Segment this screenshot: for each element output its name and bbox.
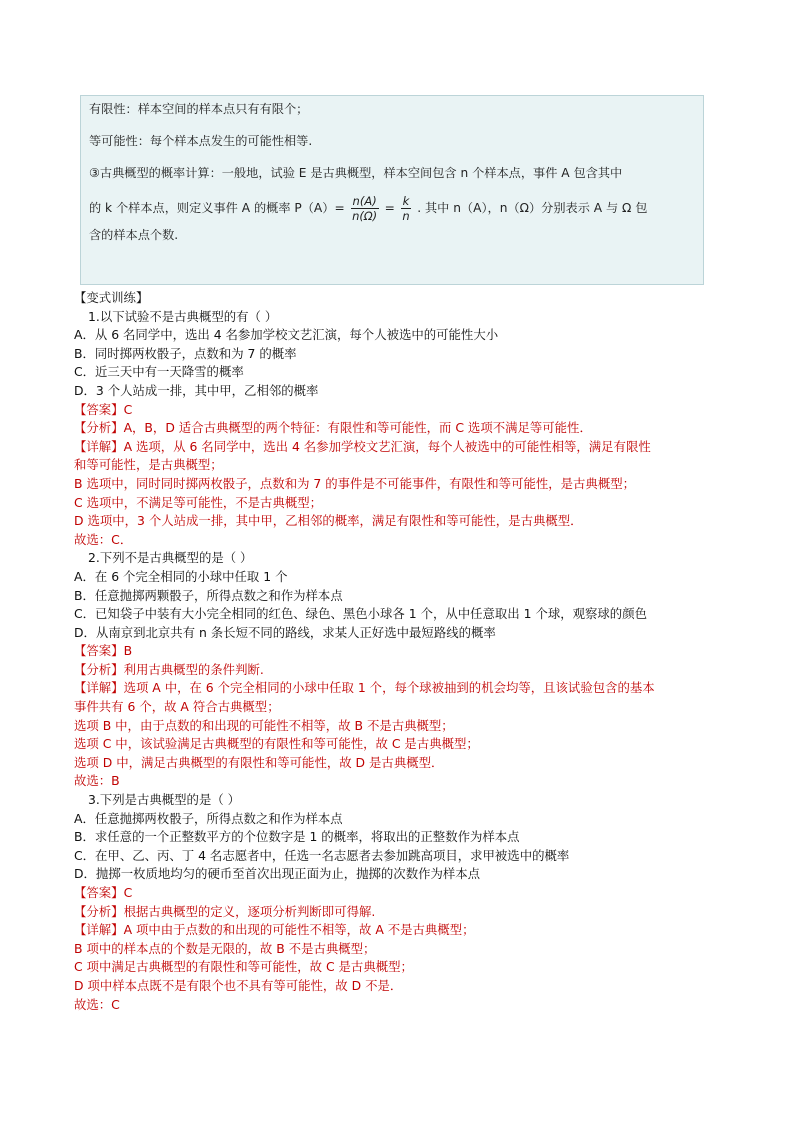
fraction-denominator: n <box>402 209 410 223</box>
analysis-tag: 【分析】 <box>74 661 124 677</box>
fraction-numerator: n(A) <box>352 194 377 208</box>
formula-suffix: . 其中 n（A），n（Ω）分别表示 A 与 Ω 包 <box>417 201 648 215</box>
q1-option-d: D．3 个人站成一排，其中甲，乙相邻的概率 <box>74 382 319 398</box>
answer-tag: 【答案】 <box>74 401 124 417</box>
q2-stem: 2.下列不是古典概型的是（ ） <box>88 550 253 566</box>
q1-option-b: B．同时掷两枚骰子，点数和为 7 的概率 <box>74 345 297 361</box>
analysis-text: 利用古典概型的条件判断. <box>123 661 264 677</box>
q3-detail-3: C 项中满足古典概型的有限性和等可能性，故 C 是古典概型； <box>74 959 413 975</box>
q1-analysis <box>74 419 734 438</box>
q2-detail-1 <box>74 679 734 698</box>
analysis-tag: 【分析】 <box>74 420 124 436</box>
q1-detail-3: B 选项中，同时同时掷两枚骰子，点数和为 7 的事件是不可能事件，有限性和等可能性，是古典概型； <box>74 475 635 491</box>
fraction-k-n <box>401 194 412 223</box>
answer-value: C <box>123 401 133 417</box>
q2-option-c: C．已知袋子中装有大小完全相同的红色、绿色、黑色小球各 1 个，从中任意取出 1 个球，观察球的颜色 <box>74 606 647 622</box>
q2-detail-2: 事件共有 6 个，故 A 符合古典概型； <box>74 699 280 715</box>
section-title: 【变式训练】 <box>74 290 149 305</box>
analysis-tag: 【分析】 <box>74 903 124 919</box>
q2-detail-3: 选项 B 中，由于点数的和出现的可能性不相等，故 B 不是古典概型； <box>74 717 454 733</box>
box-line-equal-likelihood: 等可能性：每个样本点发生的可能性相等. <box>89 134 313 148</box>
q3-option-d: D．抛掷一枚质地均匀的硬币至首次出现正面为止，抛掷的次数作为样本点 <box>74 866 481 882</box>
formula-prefix: 的 k 个样本点，则定义事件 A 的概率 P（A）= <box>89 201 345 215</box>
answer-tag: 【答案】 <box>74 643 124 659</box>
q3-analysis <box>74 903 734 922</box>
q2-conclusion: 故选：B <box>74 773 120 789</box>
q1-detail-5: D 选项中，3 个人站成一排，其中甲，乙相邻的概率，满足有限性和等可能性，是古典概型． <box>74 513 583 529</box>
detail-text: A 选项，从 6 名同学中，选出 4 名参加学校文艺汇演，每个人被选中的可能性相等，满足有限性 <box>123 438 651 454</box>
box-line-finiteness: 有限性：样本空间的样本点只有有限个； <box>89 102 309 116</box>
q1-option-c: C．近三天中有一天降雪的概率 <box>74 364 244 380</box>
q3-stem: 3.下列是古典概型的是（ ） <box>88 792 241 808</box>
q1-stem: 1.以下试验不是古典概型的有（ ） <box>88 308 278 324</box>
q1-detail-4: C 选项中，不满足等可能性，不是古典概型； <box>74 494 323 510</box>
detail-tag: 【详解】 <box>74 680 124 696</box>
q2-detail-5: 选项 D 中，满足古典概型的有限性和等可能性，故 D 是古典概型． <box>74 754 444 770</box>
q1-detail-1 <box>74 438 734 457</box>
q2-analysis <box>74 661 734 680</box>
q1-conclusion: 故选：C． <box>74 531 133 547</box>
q3-option-c: C．在甲、乙、丙、丁 4 名志愿者中，任选一名志愿者去参加跳高项目，求甲被选中的概率 <box>74 847 570 863</box>
exercise-content <box>74 289 734 1014</box>
q2-option-b: B．任意抛掷两颗骰子，所得点数之和作为样本点 <box>74 587 343 603</box>
q3-conclusion: 故选：C <box>74 996 120 1012</box>
q1-detail-2: 和等可能性，是古典概型； <box>74 457 223 473</box>
q2-option-d: D．从南京到北京共有 n 条长短不同的路线，求某人正好选中最短路线的概率 <box>74 624 496 640</box>
q3-detail-4: D 项中样本点既不是有限个也不具有等可能性，故 D 不是． <box>74 977 403 993</box>
q2-option-a: A．在 6 个完全相同的小球中任取 1 个 <box>74 568 288 584</box>
q3-detail-2: B 项中的样本点的个数是无限的，故 B 不是古典概型； <box>74 940 376 956</box>
q2-answer <box>74 642 734 661</box>
detail-text: 选项 A 中，在 6 个完全相同的小球中任取 1 个，每个球被抽到的机会均等，且该试验包含的基本 <box>123 680 655 696</box>
q3-detail-1 <box>74 921 734 940</box>
q3-option-b: B．求任意的一个正整数平方的个位数字是 1 的概率，将取出的正整数作为样本点 <box>74 829 520 845</box>
detail-tag: 【详解】 <box>74 438 124 454</box>
box-line-probability-formula <box>89 194 647 223</box>
knowledge-box <box>80 95 704 285</box>
q1-answer <box>74 401 734 420</box>
box-line-probability-intro: ③古典概型的概率计算：一般地，试验 E 是古典概型，样本空间包含 n 个样本点，事件 A 包含其中 <box>89 166 623 180</box>
equals-sign: = <box>384 201 395 215</box>
fraction-nA-nOmega <box>351 194 379 223</box>
answer-value: B <box>123 643 133 659</box>
detail-tag: 【详解】 <box>74 922 124 938</box>
answer-tag: 【答案】 <box>74 885 124 900</box>
answer-value: C <box>123 885 133 900</box>
detail-text: A 项中由于点数的和出现的可能性不相等，故 A 不是古典概型； <box>123 922 475 938</box>
q2-detail-4: 选项 C 中，该试验满足古典概型的有限性和等可能性，故 C 是古典概型； <box>74 736 479 752</box>
fraction-numerator: k <box>402 194 410 208</box>
box-line-sample-count: 含的样本点个数. <box>89 228 179 242</box>
q1-option-a: A．从 6 名同学中，选出 4 名参加学校文艺汇演，每个人被选中的可能性大小 <box>74 327 499 343</box>
q3-answer <box>74 884 734 903</box>
fraction-denominator: n(Ω) <box>352 209 378 223</box>
q3-option-a: A．任意抛掷两枚骰子，所得点数之和作为样本点 <box>74 810 343 826</box>
analysis-text: 根据古典概型的定义，逐项分析判断即可得解. <box>123 903 376 919</box>
analysis-text: A，B，D 适合古典概型的两个特征：有限性和等可能性，而 C 选项不满足等可能性． <box>123 420 592 436</box>
